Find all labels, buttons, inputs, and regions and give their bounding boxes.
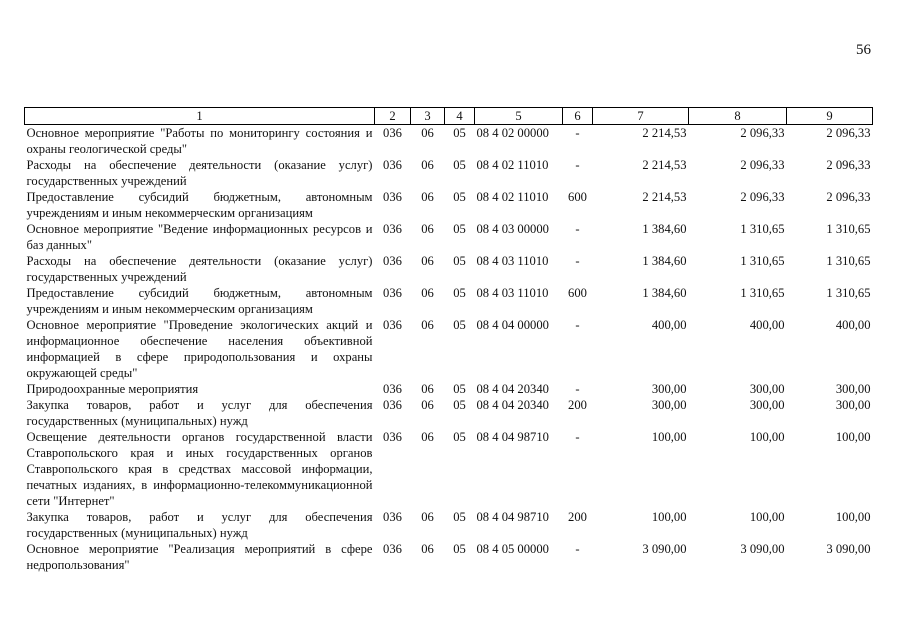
row-amount-col8-cell: 2 096,33	[740, 190, 785, 204]
row-subsection-cell: 05	[453, 126, 466, 140]
row-name-cell: Основное мероприятие "Реализация мероприятий в сфере недропользования"	[26, 542, 373, 572]
row-name-cell: Закупка товаров, работ и услуг для обеспечения государственных (муниципальных) нужд	[26, 510, 373, 540]
row-grbs-cell: 036	[383, 542, 402, 556]
row-subsection-cell: 05	[453, 430, 466, 444]
table-row	[25, 381, 873, 397]
row-expense-type-cell: -	[575, 430, 580, 444]
row-name-cell: Основное мероприятие "Работы по мониторингу состояния и охраны геологической среды"	[26, 126, 373, 156]
row-grbs-cell: 036	[383, 382, 402, 396]
row-grbs-cell: 036	[383, 158, 402, 172]
row-grbs-cell: 036	[383, 254, 402, 268]
row-name-cell: Предоставление субсидий бюджетным, автономным учреждениям и иным некоммерческим организациям	[26, 190, 373, 220]
header-cell: 8	[689, 108, 787, 125]
row-name-cell: Закупка товаров, работ и услуг для обеспечения государственных (муниципальных) нужд	[26, 398, 373, 428]
header-cell: 9	[787, 108, 873, 125]
row-amount-col9-cell: 2 096,33	[826, 126, 871, 140]
row-expense-type-cell: 600	[568, 286, 587, 300]
table-row	[25, 125, 873, 158]
row-amount-col9-cell: 2 096,33	[826, 158, 871, 172]
row-subsection-cell: 05	[453, 510, 466, 524]
row-target-article-cell: 08 4 03 00000	[476, 222, 549, 236]
row-amount-col9-cell: 100,00	[835, 430, 871, 444]
table-row	[25, 189, 873, 221]
row-section-cell: 06	[421, 286, 434, 300]
row-amount-col8-cell: 1 310,65	[740, 286, 785, 300]
row-amount-col7-cell: 1 384,60	[642, 286, 687, 300]
row-amount-col8-cell: 2 096,33	[740, 126, 785, 140]
row-expense-type-cell: -	[575, 222, 580, 236]
row-grbs-cell: 036	[383, 190, 402, 204]
row-amount-col9-cell: 3 090,00	[826, 542, 871, 556]
row-grbs-cell: 036	[383, 318, 402, 332]
row-amount-col9-cell: 1 310,65	[826, 254, 871, 268]
row-amount-col8-cell: 1 310,65	[740, 222, 785, 236]
header-cell: 3	[411, 108, 445, 125]
row-expense-type-cell: -	[575, 158, 580, 172]
row-expense-type-cell: 200	[568, 398, 587, 412]
row-subsection-cell: 05	[453, 318, 466, 332]
row-amount-col7-cell: 1 384,60	[642, 222, 687, 236]
row-amount-col8-cell: 300,00	[749, 398, 785, 412]
row-name-cell: Основное мероприятие "Ведение информационных ресурсов и баз данных"	[26, 222, 373, 252]
row-name-cell: Основное мероприятие "Проведение экологических акций и информационное обеспечение населения объективной информацией в сфере природопользования и охраны окружающей среды"	[26, 318, 373, 380]
row-expense-type-cell: -	[575, 126, 580, 140]
row-subsection-cell: 05	[453, 382, 466, 396]
row-amount-col8-cell: 2 096,33	[740, 158, 785, 172]
header-cell: 7	[593, 108, 689, 125]
row-amount-col7-cell: 2 214,53	[642, 158, 687, 172]
row-target-article-cell: 08 4 03 11010	[476, 254, 549, 268]
header-cell: 1	[25, 108, 375, 125]
table-row	[25, 397, 873, 429]
row-amount-col9-cell: 2 096,33	[826, 190, 871, 204]
row-expense-type-cell: -	[575, 318, 580, 332]
row-amount-col7-cell: 400,00	[651, 318, 687, 332]
row-subsection-cell: 05	[453, 542, 466, 556]
row-section-cell: 06	[421, 190, 434, 204]
row-subsection-cell: 05	[453, 254, 466, 268]
row-section-cell: 06	[421, 430, 434, 444]
header-cell: 6	[563, 108, 593, 125]
row-subsection-cell: 05	[453, 398, 466, 412]
row-amount-col8-cell: 400,00	[749, 318, 785, 332]
row-name-cell: Расходы на обеспечение деятельности (оказание услуг) государственных учреждений	[26, 158, 373, 188]
row-name-cell: Расходы на обеспечение деятельности (оказание услуг) государственных учреждений	[26, 254, 373, 284]
row-grbs-cell: 036	[383, 286, 402, 300]
table-row	[25, 285, 873, 317]
header-row	[25, 108, 873, 125]
row-target-article-cell: 08 4 02 11010	[476, 190, 549, 204]
row-target-article-cell: 08 4 04 00000	[476, 318, 549, 332]
table-row	[25, 509, 873, 541]
row-section-cell: 06	[421, 510, 434, 524]
row-subsection-cell: 05	[453, 286, 466, 300]
row-grbs-cell: 036	[383, 398, 402, 412]
row-amount-col7-cell: 100,00	[651, 430, 687, 444]
row-target-article-cell: 08 4 02 11010	[476, 158, 549, 172]
row-amount-col7-cell: 2 214,53	[642, 190, 687, 204]
row-expense-type-cell: 600	[568, 190, 587, 204]
row-target-article-cell: 08 4 04 98710	[476, 510, 549, 524]
row-amount-col8-cell: 300,00	[749, 382, 785, 396]
row-amount-col8-cell: 100,00	[749, 510, 785, 524]
row-expense-type-cell: -	[575, 542, 580, 556]
row-section-cell: 06	[421, 222, 434, 236]
row-subsection-cell: 05	[453, 190, 466, 204]
row-section-cell: 06	[421, 158, 434, 172]
row-amount-col9-cell: 300,00	[835, 398, 871, 412]
row-target-article-cell: 08 4 04 98710	[476, 430, 549, 444]
row-target-article-cell: 08 4 04 20340	[476, 382, 549, 396]
row-subsection-cell: 05	[453, 158, 466, 172]
table-row	[25, 541, 873, 573]
row-target-article-cell: 08 4 05 00000	[476, 542, 549, 556]
row-amount-col9-cell: 300,00	[835, 382, 871, 396]
table-row	[25, 317, 873, 381]
row-name-cell: Природоохранные мероприятия	[26, 382, 199, 396]
table-row	[25, 157, 873, 189]
row-amount-col9-cell: 1 310,65	[826, 286, 871, 300]
row-amount-col7-cell: 300,00	[651, 382, 687, 396]
table-row	[25, 253, 873, 285]
row-grbs-cell: 036	[383, 222, 402, 236]
header-cell: 4	[445, 108, 475, 125]
table-row	[25, 221, 873, 253]
row-amount-col9-cell: 400,00	[835, 318, 871, 332]
row-name-cell: Предоставление субсидий бюджетным, автономным учреждениям и иным некоммерческим организациям	[26, 286, 373, 316]
row-expense-type-cell: -	[575, 382, 580, 396]
row-target-article-cell: 08 4 03 11010	[476, 286, 549, 300]
row-section-cell: 06	[421, 126, 434, 140]
row-section-cell: 06	[421, 542, 434, 556]
row-amount-col9-cell: 1 310,65	[826, 222, 871, 236]
row-expense-type-cell: -	[575, 254, 580, 268]
row-grbs-cell: 036	[383, 126, 402, 140]
row-section-cell: 06	[421, 318, 434, 332]
row-grbs-cell: 036	[383, 430, 402, 444]
row-amount-col9-cell: 100,00	[835, 510, 871, 524]
row-target-article-cell: 08 4 04 20340	[476, 398, 549, 412]
row-target-article-cell: 08 4 02 00000	[476, 126, 549, 140]
row-amount-col7-cell: 1 384,60	[642, 254, 687, 268]
row-amount-col7-cell: 300,00	[651, 398, 687, 412]
row-grbs-cell: 036	[383, 510, 402, 524]
row-name-cell: Освещение деятельности органов государственной власти Ставропольского края и иных государственных органов Ставропольского края в средствах массовой информации, печатных изданиях, в информационно-телекоммуникационной сети "Интернет"	[26, 430, 373, 508]
row-section-cell: 06	[421, 254, 434, 268]
row-amount-col8-cell: 100,00	[749, 430, 785, 444]
row-section-cell: 06	[421, 398, 434, 412]
page-number: 56	[856, 42, 871, 58]
budget-table	[24, 107, 873, 573]
row-amount-col7-cell: 100,00	[651, 510, 687, 524]
table-row	[25, 429, 873, 509]
row-amount-col7-cell: 2 214,53	[642, 126, 687, 140]
row-amount-col8-cell: 3 090,00	[740, 542, 785, 556]
row-amount-col7-cell: 3 090,00	[642, 542, 687, 556]
row-expense-type-cell: 200	[568, 510, 587, 524]
row-subsection-cell: 05	[453, 222, 466, 236]
header-cell: 2	[375, 108, 411, 125]
row-section-cell: 06	[421, 382, 434, 396]
row-amount-col8-cell: 1 310,65	[740, 254, 785, 268]
header-cell: 5	[475, 108, 563, 125]
